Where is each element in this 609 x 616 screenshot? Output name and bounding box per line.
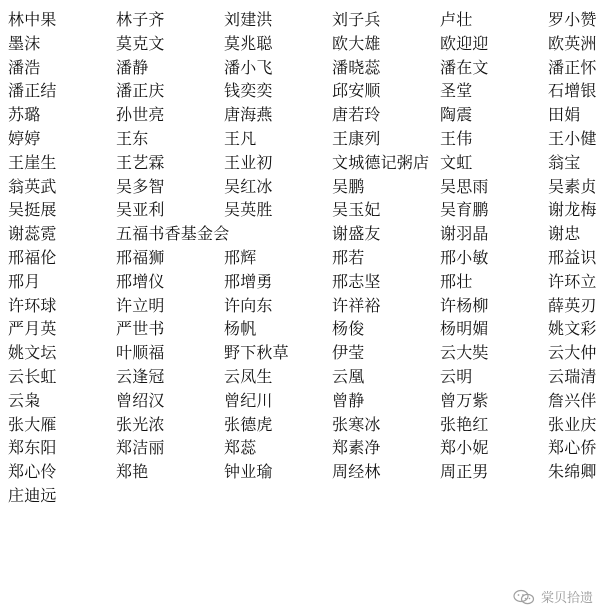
- name-cell: 吴素贞: [548, 176, 597, 196]
- name-cell: 郑东阳: [8, 438, 57, 458]
- name-cell: 欧迎迎: [440, 33, 489, 53]
- name-cell: 王东: [116, 128, 149, 148]
- name-cell: 曾纪川: [224, 390, 273, 410]
- name-cell: 严月英: [8, 319, 57, 339]
- name-cell: 陶震: [440, 105, 473, 125]
- name-cell: 王伟: [440, 128, 473, 148]
- name-cell: 云凤生: [224, 366, 273, 386]
- name-cell: 翁宝: [548, 152, 581, 172]
- name-cell: 云大仲: [548, 343, 597, 363]
- name-cell: 唐若玲: [332, 105, 381, 125]
- name-cell: 云瑞清: [548, 366, 597, 386]
- name-cell: 吴挺展: [8, 200, 57, 220]
- name-cell: 邢福伦: [8, 247, 57, 267]
- name-cell: 潘正庆: [116, 81, 165, 101]
- name-cell: 谢羽晶: [440, 224, 489, 244]
- name-cell: 云明: [440, 366, 473, 386]
- name-cell: 张德虎: [224, 414, 273, 434]
- name-cell: 邢辉: [224, 247, 257, 267]
- name-cell: 邱安顺: [332, 81, 381, 101]
- name-cell: 吴亚利: [116, 200, 165, 220]
- name-cell: 云凰: [332, 366, 365, 386]
- name-cell: 曾静: [332, 390, 365, 410]
- name-cell: 云逢冠: [116, 366, 165, 386]
- name-cell: 许向东: [224, 295, 273, 315]
- name-cell: 郑心伶: [8, 462, 57, 482]
- name-cell: 邢志坚: [332, 271, 381, 291]
- name-cell: 张大雁: [8, 414, 57, 434]
- name-cell: 张业庆: [548, 414, 597, 434]
- name-cell: 郑小妮: [440, 438, 489, 458]
- name-cell: 邢益识: [548, 247, 597, 267]
- name-cell: 五福书香基金会: [116, 224, 230, 244]
- name-cell: 莫兆聪: [224, 33, 273, 53]
- name-cell: 伊莹: [332, 343, 365, 363]
- name-cell: 杨俊: [332, 319, 365, 339]
- name-cell: 张光浓: [116, 414, 165, 434]
- watermark: [513, 587, 593, 606]
- name-cell: 郑蕊: [224, 438, 257, 458]
- name-cell: 婷婷: [8, 128, 41, 148]
- name-cell: 杨帆: [224, 319, 257, 339]
- name-cell: 林子齐: [116, 10, 165, 29]
- wechat-official-account-icon: [513, 589, 535, 605]
- name-cell: 王康列: [332, 128, 381, 148]
- name-cell: 许祥裕: [332, 295, 381, 315]
- name-cell: 郑洁丽: [116, 438, 165, 458]
- name-cell: 周正男: [440, 462, 489, 482]
- name-cell: 谢蕊霓: [8, 224, 57, 244]
- name-cell: 王凡: [224, 128, 257, 148]
- name-cell: 罗小赞: [548, 10, 597, 29]
- name-cell: 张艳红: [440, 414, 489, 434]
- name-cell: 吴玉妃: [332, 200, 381, 220]
- name-cell: 欧英洲: [548, 33, 597, 53]
- name-cell: 苏璐: [8, 105, 41, 125]
- name-cell: 云枭: [8, 390, 41, 410]
- name-cell: 云大奘: [440, 343, 489, 363]
- name-cell: 朱绵卿: [548, 462, 597, 482]
- name-cell: 许杨柳: [440, 295, 489, 315]
- name-cell: 杨明媚: [440, 319, 489, 339]
- name-cell: 姚文彩: [548, 319, 597, 339]
- name-cell: 野下秋草: [224, 343, 289, 363]
- name-cell: 王业初: [224, 152, 273, 172]
- name-cell: 邢月: [8, 271, 41, 291]
- name-cell: 郑艳: [116, 462, 149, 482]
- name-cell: 张寒冰: [332, 414, 381, 434]
- name-cell: 严世书: [116, 319, 165, 339]
- watermark-text: 棠贝拾遗: [540, 591, 593, 606]
- name-cell: 王艺霖: [116, 152, 165, 172]
- name-cell: 潘正怀: [548, 57, 597, 77]
- name-cell: 许环立: [548, 271, 597, 291]
- name-cell: 刘子兵: [332, 10, 381, 29]
- name-cell: 潘小飞: [224, 57, 273, 77]
- name-cell: 谢盛友: [332, 224, 381, 244]
- name-cell: 云长虹: [8, 366, 57, 386]
- name-cell: 石增银: [548, 81, 597, 101]
- name-cell: 林中果: [8, 10, 57, 29]
- name-cell: 圣堂: [440, 81, 473, 101]
- name-cell: 姚文坛: [8, 343, 57, 363]
- name-cell: 詹兴伴: [548, 390, 597, 410]
- name-cell: 刘建洪: [224, 10, 273, 29]
- name-cell: 欧大雄: [332, 33, 381, 53]
- name-cell: 许立明: [116, 295, 165, 315]
- name-cell: 潘晓蕊: [332, 57, 381, 77]
- name-cell: 唐海燕: [224, 105, 273, 125]
- name-cell: 曾万紫: [440, 390, 489, 410]
- name-cell: 卢壮: [440, 10, 473, 29]
- name-cell: 郑素净: [332, 438, 381, 458]
- name-cell: 邢小敏: [440, 247, 489, 267]
- name-cell: 邢壮: [440, 271, 473, 291]
- name-cell: 谢龙梅: [548, 200, 597, 220]
- name-cell: 邢增勇: [224, 271, 273, 291]
- name-cell: 文城德记粥店: [332, 152, 430, 172]
- name-cell: 邢增仪: [116, 271, 165, 291]
- name-cell: 吴思雨: [440, 176, 489, 196]
- name-cell: 叶顺福: [116, 343, 165, 363]
- name-cell: 田娟: [548, 105, 581, 125]
- name-cell: 潘浩: [8, 57, 41, 77]
- name-cell: 吴多智: [116, 176, 165, 196]
- name-cell: 潘正结: [8, 81, 57, 101]
- name-cell: 翁英武: [8, 176, 57, 196]
- name-cell: 钱奕奕: [224, 81, 273, 101]
- name-cell: 文虹: [440, 152, 473, 172]
- name-cell: 莫克文: [116, 33, 165, 53]
- name-cell: 墨沫: [8, 33, 41, 53]
- name-cell: 钟业瑜: [224, 462, 273, 482]
- name-cell: 吴红冰: [224, 176, 273, 196]
- name-cell: 薛英刃: [548, 295, 597, 315]
- name-cell: 庄迪远: [8, 485, 57, 505]
- name-cell: 谢忠: [548, 224, 581, 244]
- name-cell: 邢若: [332, 247, 365, 267]
- name-cell: 吴英胜: [224, 200, 273, 220]
- name-cell: 潘在文: [440, 57, 489, 77]
- name-cell: 周经林: [332, 462, 381, 482]
- donor-name-grid: [8, 8, 608, 508]
- name-cell: 邢福狮: [116, 247, 165, 267]
- name-cell: 王崖生: [8, 152, 57, 172]
- name-cell: 潘静: [116, 57, 149, 77]
- name-cell: 曾绍汉: [116, 390, 165, 410]
- name-cell: 吴育鹏: [440, 200, 489, 220]
- name-cell: 许环球: [8, 295, 57, 315]
- name-cell: 孙世亮: [116, 105, 165, 125]
- name-cell: 郑心侨: [548, 438, 597, 458]
- name-cell: 吴鹏: [332, 176, 365, 196]
- name-cell: 王小健: [548, 128, 597, 148]
